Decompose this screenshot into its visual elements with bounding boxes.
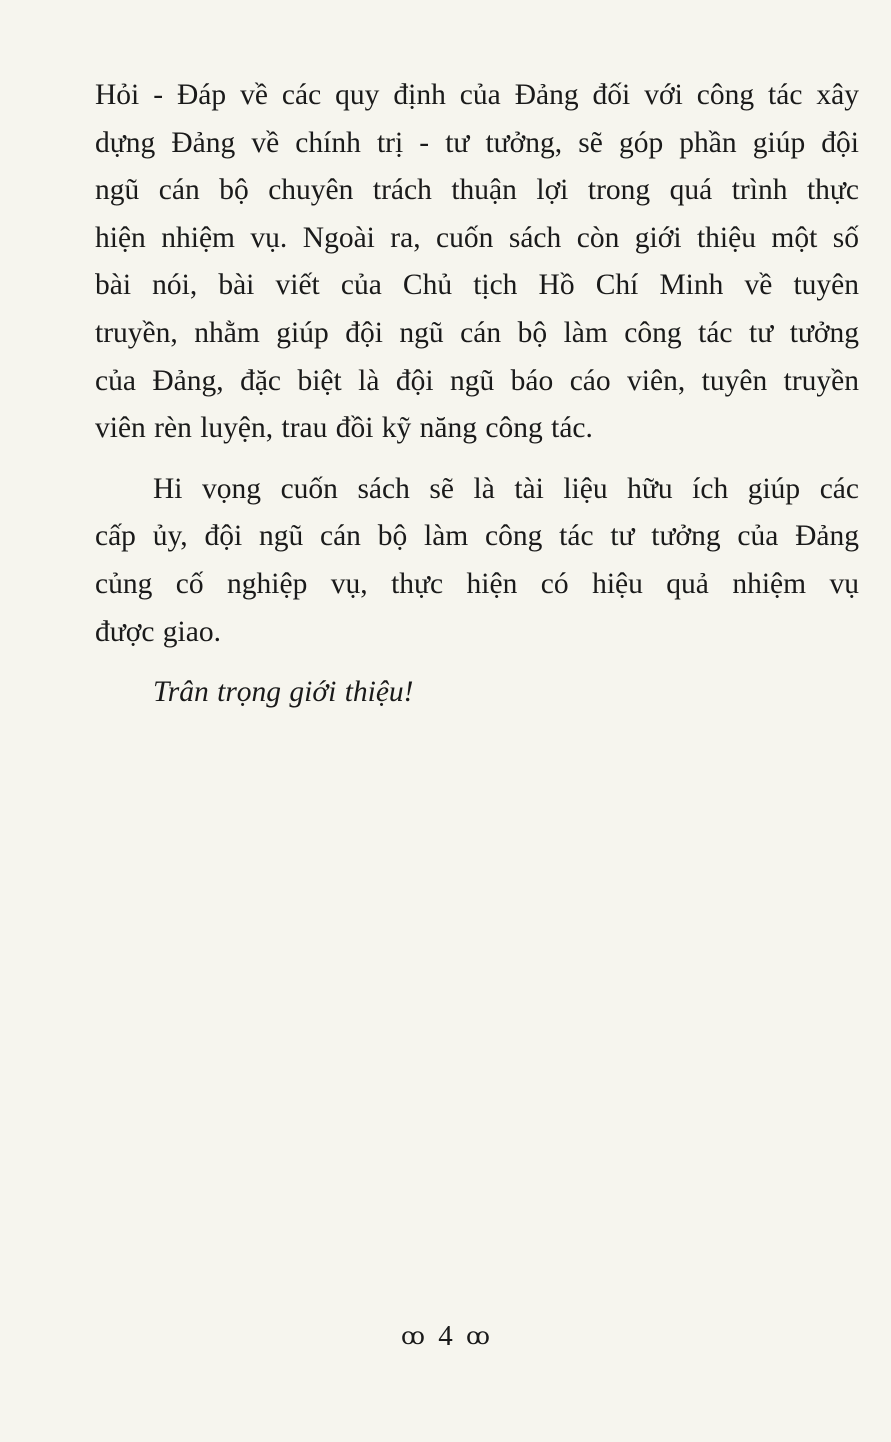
ornament-left-icon: ꝏ [401,1322,425,1350]
text-line: truyền, nhằm giúp đội ngũ cán bộ làm công tác tư tưởng [95,316,859,349]
text-line: củng cố nghiệp vụ, thực hiện có hiệu quả nhiệm vụ [95,567,859,600]
text-line: Hỏi - Đáp về các quy định của Đảng đối với công tác xây [95,79,859,111]
text-line: bài nói, bài viết của Chủ tịch Hồ Chí Minh về tuyên [95,269,859,302]
text-line: dựng Đảng về chính trị - tư tưởng, sẽ góp phần giúp đội [95,126,859,159]
closing-paragraph [95,669,859,717]
paragraph-2 [95,466,859,656]
page-number: 4 [438,1320,453,1352]
text-line: ngũ cán bộ chuyên trách thuận lợi trong quá trình thực [95,174,859,207]
text-line: được giao. [95,615,221,648]
closing-line: Trân trọng giới thiệu! [153,676,414,709]
page-text [95,72,859,717]
ornament-right-icon: ꝏ [466,1322,490,1350]
text-line: cấp ủy, đội ngũ cán bộ làm công tác tư tưởng của Đảng [95,520,859,553]
text-line: hiện nhiệm vụ. Ngoài ra, cuốn sách còn giới thiệu một số [95,221,859,254]
text-line: Hi vọng cuốn sách sẽ là tài liệu hữu ích giúp các [153,472,859,505]
text-line: viên rèn luyện, trau đồi kỹ năng công tác. [95,412,593,445]
paragraph-1 [95,72,859,453]
text-line: của Đảng, đặc biệt là đội ngũ báo cáo viên, tuyên truyền [95,364,859,397]
page-footer [0,1320,891,1353]
